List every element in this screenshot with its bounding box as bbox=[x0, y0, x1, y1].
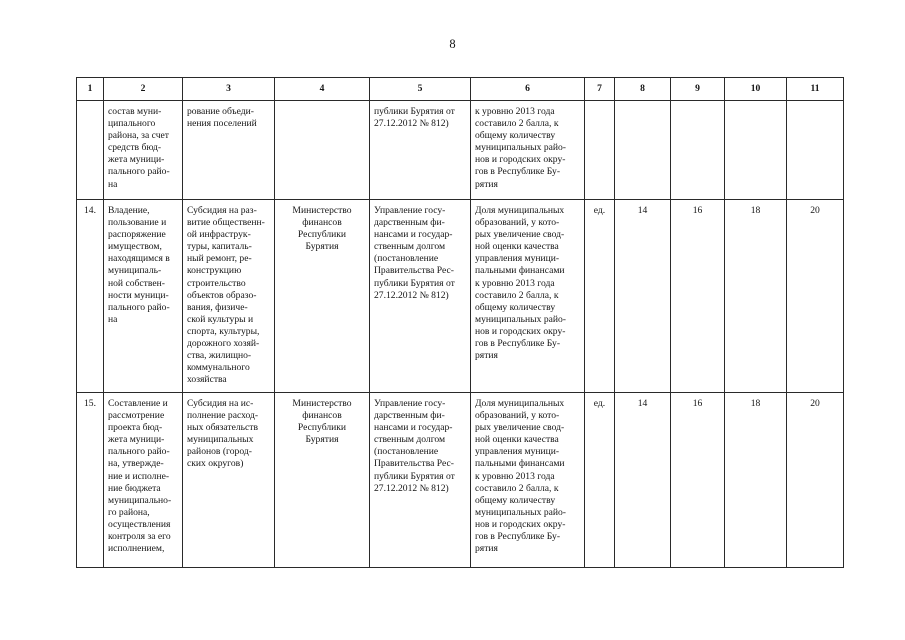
table-cell bbox=[585, 101, 615, 200]
header-cell: 7 bbox=[585, 78, 615, 101]
page-number: 8 bbox=[449, 37, 456, 51]
header-cell: 8 bbox=[615, 78, 671, 101]
table-cell: Владение, пользование и распоряжение имуществом, находящимся в муниципаль- ной собствен- ности муници- пального райо- на bbox=[104, 200, 183, 393]
unit-cell: ед. bbox=[585, 393, 615, 568]
value-cell: 16 bbox=[671, 393, 725, 568]
table-cell: Управление госу- дарственным фи- нансами и государ- ственным долгом (постановление Правительства Рес- публики Бурятия от 27.12.2012 № 812) bbox=[370, 200, 471, 393]
table-row bbox=[77, 200, 844, 393]
table-cell bbox=[275, 101, 370, 200]
table-row bbox=[77, 101, 844, 200]
table-cell: Составление и рассмотрение проекта бюд- жета муници- пального райо- на, утвержде- ние и исполне- ние бюджета муниципально- го района, осуществления контроля за его исполнением, bbox=[104, 393, 183, 568]
table-header-row bbox=[77, 78, 844, 101]
table-cell: состав муни- ципального района, за счет средств бюд- жета муници- пального райо- на bbox=[104, 101, 183, 200]
value-cell: 16 bbox=[671, 200, 725, 393]
table-cell: к уровню 2013 года составило 2 балла, к общему количеству муниципальных райо- нов и городских окру- гов в Республике Бу- рятия bbox=[471, 101, 585, 200]
table-cell: Управление госу- дарственным фи- нансами и государ- ственным долгом (постановление Правительства Рес- публики Бурятия от 27.12.2012 № 812) bbox=[370, 393, 471, 568]
table-cell: рование объеди- нения поселений bbox=[183, 101, 275, 200]
header-cell: 4 bbox=[275, 78, 370, 101]
table-cell bbox=[787, 101, 844, 200]
header-cell: 3 bbox=[183, 78, 275, 101]
table-cell: Министерство финансов Республики Бурятия bbox=[275, 200, 370, 393]
header-cell: 5 bbox=[370, 78, 471, 101]
table-cell bbox=[725, 101, 787, 200]
header-cell: 6 bbox=[471, 78, 585, 101]
table-row bbox=[77, 393, 844, 568]
value-cell: 14 bbox=[615, 393, 671, 568]
value-cell: 18 bbox=[725, 393, 787, 568]
row-number: 15. bbox=[77, 393, 104, 568]
table-cell: Доля муниципальных образований, у кото- рых увеличение свод- ной оценки качества управления муници- пальными финансами к уровню 2013 года составило 2 балла, к общему количеству муниципальных райо- нов и городских окру- гов в Республике Бу- рятия bbox=[471, 393, 585, 568]
table-cell: Министерство финансов Республики Бурятия bbox=[275, 393, 370, 568]
table-cell: публики Бурятия от 27.12.2012 № 812) bbox=[370, 101, 471, 200]
header-cell: 2 bbox=[104, 78, 183, 101]
row-number: 14. bbox=[77, 200, 104, 393]
value-cell: 20 bbox=[787, 200, 844, 393]
header-cell: 11 bbox=[787, 78, 844, 101]
table-cell bbox=[77, 101, 104, 200]
table-cell: Субсидия на раз- витие общественн- ой инфраструк- туры, капиталь- ный ремонт, ре- конструкцию строительство объектов образо- вания, физиче- ской культуры и спорта, культуры, дорожного хозяй- ства, жилищно- коммунального хозяйства bbox=[183, 200, 275, 393]
header-cell: 1 bbox=[77, 78, 104, 101]
indicators-table bbox=[76, 77, 844, 568]
table-cell bbox=[671, 101, 725, 200]
value-cell: 20 bbox=[787, 393, 844, 568]
header-cell: 10 bbox=[725, 78, 787, 101]
table-cell: Субсидия на ис- полнение расход- ных обязательств муниципальных районов (город- ских округов) bbox=[183, 393, 275, 568]
value-cell: 18 bbox=[725, 200, 787, 393]
header-cell: 9 bbox=[671, 78, 725, 101]
table-cell bbox=[615, 101, 671, 200]
value-cell: 14 bbox=[615, 200, 671, 393]
unit-cell: ед. bbox=[585, 200, 615, 393]
table-cell: Доля муниципальных образований, у кото- рых увеличение свод- ной оценки качества управления муници- пальными финансами к уровню 2013 года составило 2 балла, к общему количеству муниципальных райо- нов и городских окру- гов в Республике Бу- рятия bbox=[471, 200, 585, 393]
